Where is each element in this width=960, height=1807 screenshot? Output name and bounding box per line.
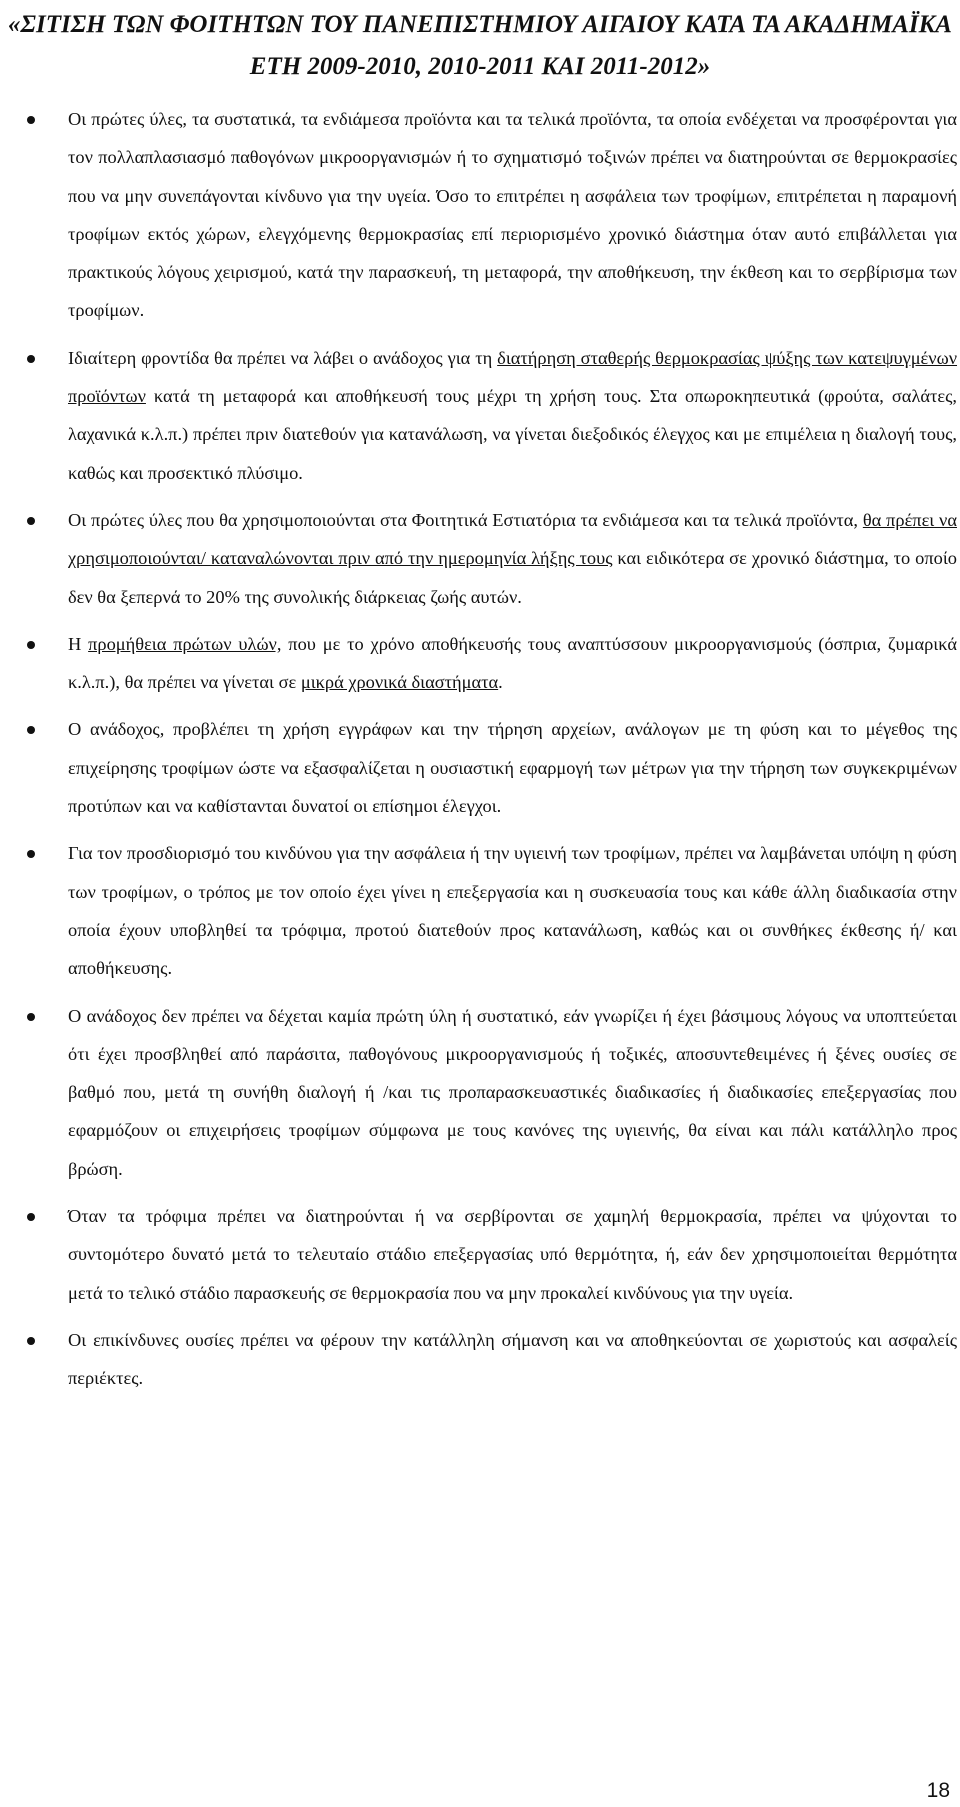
item-underlined-text: διατήρηση σταθερής θερμοκρασίας ψύξης των κατεψυγμένων προϊόντων: [68, 347, 958, 407]
header-line-2: ΕΤΗ 2009-2010, 2010-2011 ΚΑΙ 2011-2012»: [249, 53, 711, 80]
item-underlined-text: μικρά χρονικά διαστήματα: [300, 672, 499, 693]
item-text: .: [498, 672, 503, 693]
list-item: [0, 339, 957, 492]
item-text: Ο ανάδοχος, προβλέπει τη χρήση εγγράφων και την τήρηση αρχείων, ανάλογων με τη φύση και το μέγεθος της επιχείρησης τροφίμων ώστε να εξασφαλίζεται η ουσιαστική εφαρμογή των μέτρων για την τήρηση των συγκεκριμένων προτύπων και να καθίστανται δυνατοί οι επίσημοι έλεγχοι.: [68, 719, 957, 817]
list-item: [0, 1321, 957, 1398]
list-item: [0, 1197, 957, 1312]
item-text: Όταν τα τρόφιμα πρέπει να διατηρούνται ή να σερβίρονται σε χαμηλή θερμοκρασία, πρέπει να ψύχονται το συντομότερο δυνατό μετά το τελευταίο στάδιο επεξεργασίας υπό θερμότητα, ή, εάν δεν χρησιμοποιείται θερμότητα μετά το τελικό στάδιο παρασκευής σε θερμοκρασία που να μην προκαλεί κινδύνους για την υγεία.: [68, 1206, 957, 1303]
item-text: Ιδιαίτερη φροντίδα θα πρέπει να λάβει ο ανάδοχος για τη: [68, 347, 498, 368]
bullet-icon: [27, 116, 35, 124]
bullet-icon: [27, 517, 35, 525]
item-text: που με το χρόνο αποθήκευσής τους αναπτύσσουν μικροοργανισμούς (όσπρια, ζυμαρικά κ.λ.π.), θα πρέπει να γίνεται σε: [68, 633, 957, 693]
list-item: [0, 710, 957, 825]
list-item: [0, 625, 957, 702]
bullet-icon: [27, 641, 35, 649]
list-item: [0, 100, 957, 330]
item-text: Για τον προσδιορισμό του κινδύνου για την ασφάλεια ή την υγιεινή των τροφίμων, πρέπει να λαμβάνεται υπόψη η φύση των τροφίμων, ο τρόπος με τον οποίο έχει γίνει η επεξεργασία και η συσκευασία τους και κάθε άλλη διαδικασία στην οποία έχουν υποβληθεί τα τρόφιμα, προτού διατεθούν προς κατανάλωση, καθώς και οι συνθήκες έκθεσης ή/ και αποθήκευσης.: [68, 843, 957, 979]
item-text: Ο ανάδοχος δεν πρέπει να δέχεται καμία πρώτη ύλη ή συστατικό, εάν γνωρίζει ή έχει βάσιμους λόγους να υποπτεύεται ότι έχει προσβληθεί από παράσιτα, παθογόνους μικροοργανισμούς ή τοξικές, αποσυντεθειμένες ή ξένες ουσίες σε βαθμό που, μετά τη συνήθη διαλογή ή /και τις προπαρασκευαστικές διαδικασίες ή διαδικασίες επεξεργασίας που εφαρμόζουν οι επιχειρήσεις τροφίμων σύμφωνα με τους κανόνες της υγιεινής, θα είναι και πάλι κατάλληλο προς βρώση.: [68, 1005, 957, 1179]
item-text: Η: [68, 633, 89, 654]
bullet-icon: [27, 1213, 35, 1221]
page-number: 18: [926, 1779, 950, 1802]
item-text: Οι πρώτες ύλες που θα χρησιμοποιούνται στα Φοιτητικά Εστιατόρια τα ενδιάμεσα και τα τελικά προϊόντα,: [68, 509, 863, 530]
item-text: κατά τη μεταφορά και αποθήκευσή τους μέχρι τη χρήση τους. Στα οπωροκηπευτικά (φρούτα, σαλάτες, λαχανικά κ.λ.π.) πρέπει πριν διατεθούν για κατανάλωση, να γίνεται διεξοδικός έλεγχος και με επιμέλεια η διαλογή τους, καθώς και προσεκτικό πλύσιμο.: [68, 386, 957, 483]
bullet-icon: [27, 1013, 35, 1021]
bullet-icon: [27, 1337, 35, 1345]
page-header: [0, 4, 960, 88]
header-line-1: «ΣΙΤΙΣΗ ΤΩΝ ΦΟΙΤΗΤΩΝ ΤΟΥ ΠΑΝΕΠΙΣΤΗΜΙΟΥ ΑΙΓΑΙΟΥ ΚΑΤΑ ΤΑ ΑΚΑΔΗΜΑΪΚΑ: [8, 11, 952, 38]
bullet-icon: [27, 355, 35, 363]
list-item: [0, 501, 957, 616]
bullet-icon: [27, 850, 35, 858]
list-item: [0, 997, 957, 1188]
item-underlined-text: θα πρέπει να χρησιμοποιούνται/ καταναλώνονται πριν από την ημερομηνία λήξης τους: [68, 509, 958, 569]
bullet-list: [0, 100, 960, 1407]
item-underlined-text: προμήθεια πρώτων υλών,: [88, 633, 282, 654]
item-text: Οι πρώτες ύλες, τα συστατικά, τα ενδιάμεσα προϊόντα και τα τελικά προϊόντα, τα οποία ενδέχεται να προσφέρονται για τον πολλαπλασιασμό παθογόνων μικροοργανισμών ή το σχηματισμό τοξινών πρέπει να διατηρούνται σε θερμοκρασίες που να μην συνεπάγονται κίνδυνο για την υγεία. Όσο το επιτρέπει η ασφάλεια των τροφίμων, επιτρέπεται η παραμονή τροφίμων εκτός χώρων, ελεγχόμενης θερμοκρασίας επί περιορισμένο χρονικό διάστημα όταν αυτό επιβάλλεται για πρακτικούς λόγους χειρισμού, κατά την παρασκευή, τη μεταφορά, την αποθήκευση, την έκθεση και το σερβίρισμα των τροφίμων.: [68, 109, 957, 321]
item-text: Οι επικίνδυνες ουσίες πρέπει να φέρουν την κατάλληλη σήμανση και να αποθηκεύονται σε χωριστούς και ασφαλείς περιέκτες.: [68, 1329, 957, 1389]
bullet-icon: [27, 726, 35, 734]
item-text: και ειδικότερα σε χρονικό διάστημα, το οποίο δεν θα ξεπερνά το 20% της συνολικής διάρκειας ζωής αυτών.: [68, 548, 957, 607]
list-item: [0, 834, 957, 987]
